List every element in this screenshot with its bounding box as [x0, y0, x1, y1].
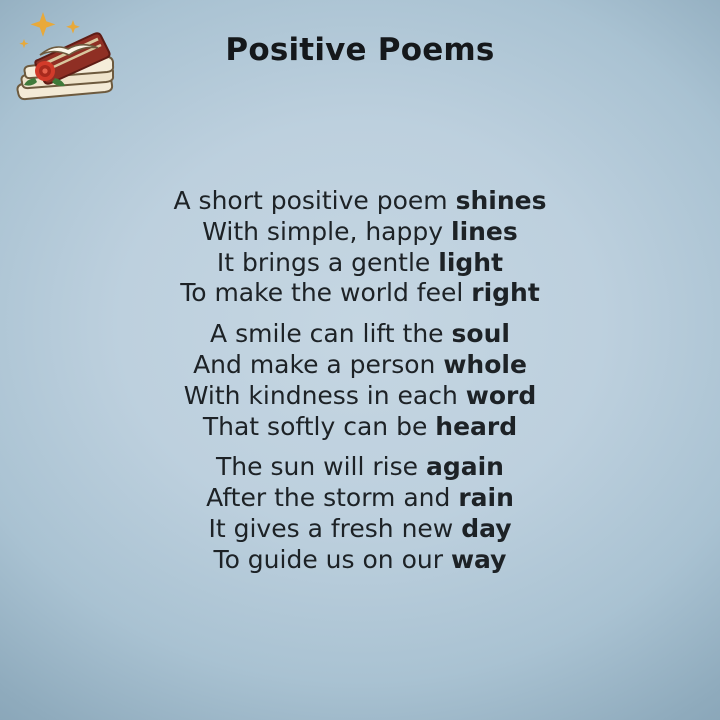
poem-line: [0, 278, 720, 309]
poem-line: [0, 514, 720, 545]
poem-line-text: And make a person: [193, 349, 444, 379]
poem-line: [0, 217, 720, 248]
poem-line: [0, 452, 720, 483]
poem-line: [0, 483, 720, 514]
poem-line-text: It brings a gentle: [216, 247, 439, 277]
poem-body: [0, 186, 720, 576]
poem-line-emphasis: again: [425, 452, 504, 482]
poem-line: [0, 319, 720, 350]
poem-line: [0, 186, 720, 217]
poem-line-text: After the storm and: [206, 483, 459, 513]
poem-line-emphasis: right: [471, 278, 540, 308]
poem-line-text: It gives a fresh new: [208, 513, 462, 543]
poem-line-text: The sun will rise: [216, 452, 426, 482]
poem-line-emphasis: lines: [451, 216, 518, 246]
poem-line-emphasis: way: [450, 544, 507, 574]
poem-line-text: To guide us on our: [213, 544, 451, 574]
poem-line-emphasis: shines: [455, 186, 547, 215]
poem-line-emphasis: whole: [443, 349, 527, 379]
poem-line: [0, 412, 720, 443]
poem-line-text: With simple, happy: [202, 216, 451, 246]
poem-line-text: That softly can be: [202, 411, 436, 441]
poem-line: [0, 381, 720, 412]
poem-line: [0, 248, 720, 279]
poem-line-emphasis: light: [438, 247, 504, 277]
poem-line-emphasis: day: [461, 513, 512, 543]
page-title: Positive Poems: [225, 32, 495, 68]
poem-line: [0, 350, 720, 381]
poem-line-text: A smile can lift the: [210, 319, 452, 349]
stanza-gap: [0, 309, 720, 319]
poem-line-text: To make the world feel: [180, 278, 472, 308]
poem-line-text: With kindness in each: [183, 380, 466, 410]
poem-line-text: A short positive poem: [173, 186, 456, 215]
stanza-gap: [0, 442, 720, 452]
poem-line-emphasis: rain: [458, 483, 514, 513]
poem-line-emphasis: soul: [451, 319, 510, 349]
poem-line: [0, 545, 720, 576]
poem-line-emphasis: word: [465, 380, 537, 410]
poem-line-emphasis: heard: [435, 411, 518, 441]
